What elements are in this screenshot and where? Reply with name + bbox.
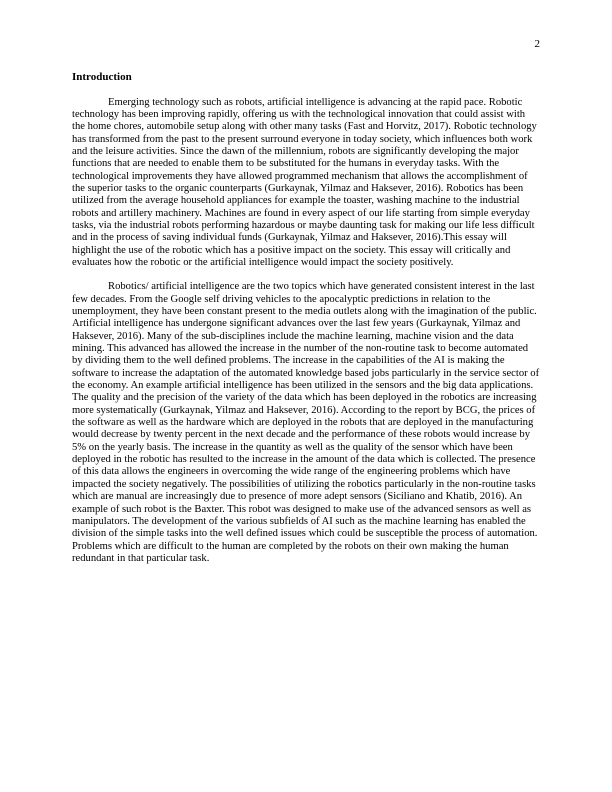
paragraph-ai-advances: Robotics/ artificial intelligence are the two topics which have generated consistent interest in the last few decades. From the Google self driving vehicles to the apocalyptic predictions in relation to the unemployment, they have been constant present to the media outlets along with the imagination of the public. Artificial intelligence has undergone significant advances over the last few years (Gurkaynak, Yilmaz and Haksever, 2016). Many of the sub-disciplines include the machine learning, machine vision and the data mining. This advanced has allowed the increase in the number of the non-routine task to become automated by dividing them to the well defined problems. The increase in the capabilities of the AI is making the software to increase the adaptation of the automated knowledge based jobs particularly in the service sector of the economy. An example artificial intelligence has been utilized in the sensors and the big data applications. The quality and the precision of the variety of the data which has been deployed in the robotics are increasing more systematically (Gurkaynak, Yilmaz and Haksever, 2016). According to the report by BCG, the prices of the software as well as the hardware which are deployed in the robots that are deployed in the manufacturing would decrease by twenty percent in the next decade and the performance of these robots would increase by 5% on the yearly basis. The increase in the quantity as well as the quality of the sensor which have been deployed in the robotic has resulted to the increase in the amount of the data which is collected. The presence of this data allows the engineers in overcoming the wide range of the engineering problems which have impacted the society negatively. The possibilities of utilizing the robotics particularly in the non-routine tasks which are manual are increasingly due to presence of more adept sensors (Siciliano and Khatib, 2016). An example of such robot is the Baxter. This robot was designed to make use of the advanced sensors as well as manipulators. The development of the various subfields of AI such as the machine learning has enabled the division of the simple tasks into the well defined issues which could be susceptible the process of automation. Problems which are difficult to the human are completed by the robots on their own making the human redundant in that particular task.	[72, 281, 540, 564]
document-body	[72, 71, 540, 577]
page-number: 2	[534, 38, 540, 50]
paragraph-intro: Emerging technology such as robots, artificial intelligence is advancing at the rapid pace. Robotic technology has been improving rapidly, offering us with the technological innovation that could assist with the home chores, automobile setup along with other many tasks (Fast and Horvitz, 2017). Robotic technology has transformed from the past to the present surround everyone in today society, which influences both work and the leisure activities. Since the dawn of the millennium, robots are significantly developing the major functions that are needed to enable them to be substituted for the humans in everyday tasks. With the technological improvements they have allowed programmed mechanism that allows the accomplishment of the superior tasks to the organic counterparts (Gurkaynak, Yilmaz and Haksever, 2016). Robotics has been utilized from the average household appliances for example the toaster, washing machine to the industrial robots and artillery machinery. Machines are found in every aspect of our life starting from simple everyday tasks, via the industrial robots performing hazardous or maybe daunting task for making our life less difficult and in the process of saving individual funds (Gurkaynak, Yilmaz and Haksever, 2016).This essay will highlight the use of the robotic which has a positive impact on the society. This essay will critically and evaluates how the robotic or the artificial intelligence would impact the society positively.	[72, 96, 537, 268]
section-heading: Introduction	[72, 71, 132, 83]
